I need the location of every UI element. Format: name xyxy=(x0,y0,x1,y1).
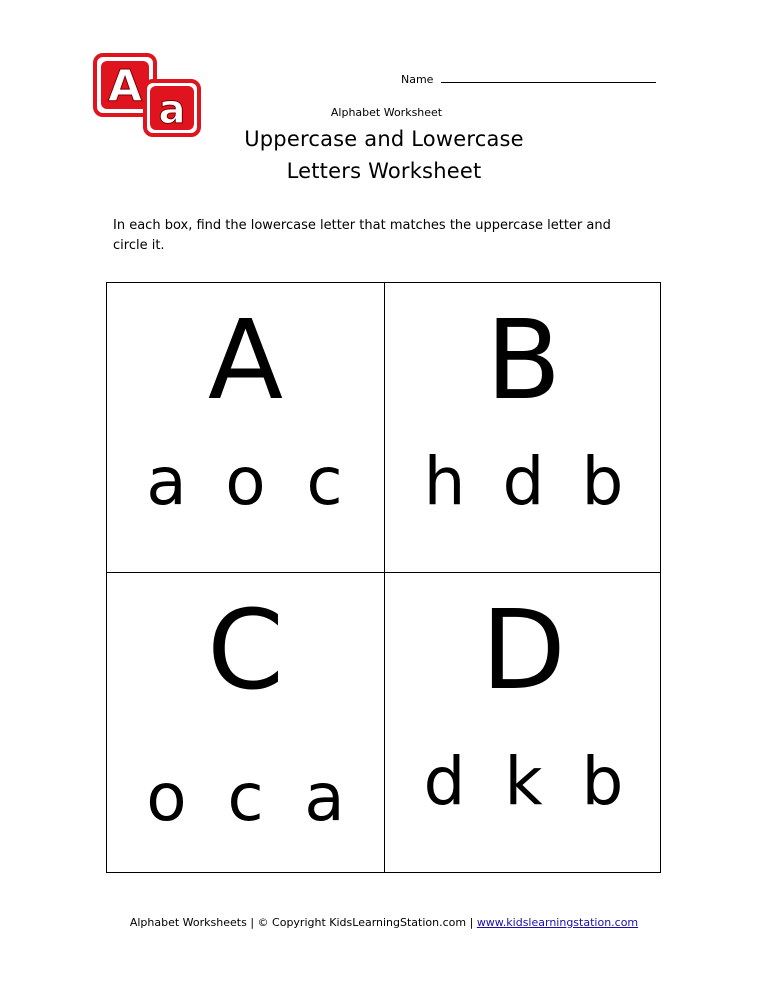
lowercase-choice[interactable]: o xyxy=(146,759,187,836)
name-label: Name xyxy=(401,73,434,86)
lowercase-choice[interactable]: d xyxy=(502,443,545,520)
footer-copyright: © Copyright KidsLearningStation.com xyxy=(257,916,467,929)
instructions: In each box, find the lowercase letter that matches the uppercase letter and circle it. xyxy=(113,218,611,253)
lowercase-choice[interactable]: a xyxy=(146,443,187,520)
lowercase-choice[interactable]: h xyxy=(423,443,466,520)
lowercase-choice[interactable]: c xyxy=(306,443,343,520)
letter-grid xyxy=(106,282,661,873)
uppercase-letter: A xyxy=(207,296,284,424)
uppercase-letter: B xyxy=(485,296,562,424)
lowercase-choices xyxy=(127,759,364,836)
lowercase-choice[interactable]: b xyxy=(581,443,624,520)
uppercase-letter: D xyxy=(481,586,566,714)
name-field[interactable] xyxy=(401,72,656,86)
lowercase-choice[interactable]: k xyxy=(504,743,543,820)
alphabet-logo-icon xyxy=(93,53,203,138)
title-line-1: Uppercase and Lowercase xyxy=(244,127,524,151)
worksheet-kicker: Alphabet Worksheet xyxy=(330,106,443,119)
footer-separator: | xyxy=(466,916,477,929)
uppercase-letter: C xyxy=(207,586,284,714)
footer xyxy=(0,916,768,929)
lowercase-choice[interactable]: b xyxy=(581,743,624,820)
logo-upper-letter: A xyxy=(107,61,143,112)
footer-site-link[interactable]: www.kidslearningstation.com xyxy=(476,916,639,929)
lowercase-choice[interactable]: d xyxy=(423,743,466,820)
letter-box-a xyxy=(107,283,384,572)
footer-worksheets-label: Alphabet Worksheets xyxy=(129,916,247,929)
logo-lower-letter: a xyxy=(158,87,186,133)
letter-box-d xyxy=(385,573,662,862)
lowercase-choice[interactable]: c xyxy=(227,759,264,836)
lowercase-choices xyxy=(405,743,642,820)
lowercase-choices xyxy=(127,443,364,520)
name-underline[interactable] xyxy=(441,72,656,83)
title-line-2: Letters Worksheet xyxy=(286,159,482,183)
footer-separator: | xyxy=(246,916,258,929)
letter-box-b xyxy=(385,283,662,572)
lowercase-choice[interactable]: a xyxy=(304,759,345,836)
lowercase-choices xyxy=(405,443,642,520)
lowercase-choice[interactable]: o xyxy=(225,443,266,520)
letter-box-c xyxy=(107,573,384,862)
